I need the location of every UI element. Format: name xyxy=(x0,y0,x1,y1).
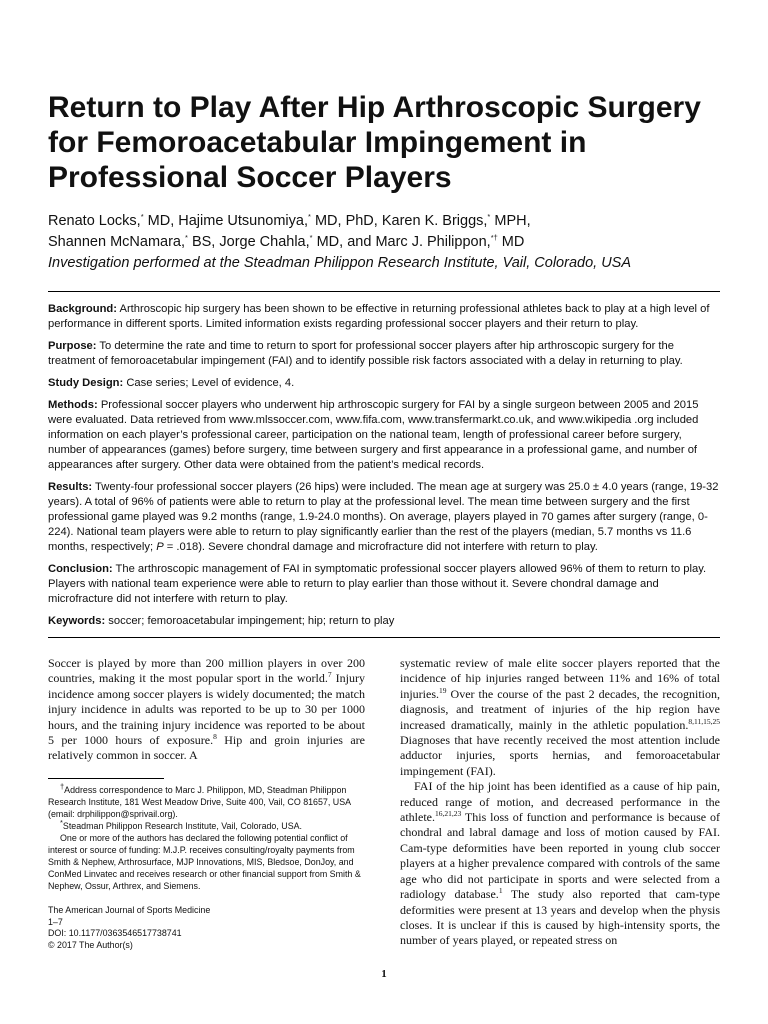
body-paragraph xyxy=(400,656,720,779)
citation-ref: 8 xyxy=(213,732,217,742)
section-text: To determine the rate and time to return to sport for professional soccer players after hip arthroscopic surgery for the treatment of femoroacetabular impingement (FAI) and to identify possible risk factors associated with a delay in returning to play. xyxy=(48,340,683,367)
p-value-symbol: P xyxy=(156,541,164,553)
footnote-text: Steadman Philippon Research Institute, Vail, Colorado, USA. xyxy=(62,821,303,831)
journal-doi: DOI: 10.1177/0363546517738741 xyxy=(48,928,182,938)
author-degree: MPH, xyxy=(490,213,531,229)
body-text: Hip and groin injuries are relatively common in soccer. A xyxy=(48,733,365,763)
section-text: Case series; Level of evidence, 4. xyxy=(123,377,295,389)
abstract-methods xyxy=(48,398,720,473)
body-text: This loss of function and performance is because of chondral and labral damage and loss of motion caused by FAI. Cam-type deformities have been reported in young club soccer players at a higher prevalence compared with controls of the same age who did not participate in sports and were selected from a radiology database. xyxy=(400,810,720,902)
author-line-1 xyxy=(48,211,748,232)
section-label: Conclusion: xyxy=(48,563,113,575)
author-name: Renato Locks, xyxy=(48,213,141,229)
abstract-purpose xyxy=(48,339,720,369)
abstract-keywords xyxy=(48,614,720,629)
page-number: 1 xyxy=(381,968,387,980)
section-label: Background: xyxy=(48,303,117,315)
author-name: Jorge Chahla, xyxy=(219,234,310,250)
body-text: Soccer is played by more than 200 million players in over 200 countries, making it the most popular sport in the world. xyxy=(48,656,365,686)
affiliation-mark: * xyxy=(487,212,491,222)
author-line-2 xyxy=(48,232,748,253)
author-degree: MD, xyxy=(143,213,179,229)
affiliation-mark: *† xyxy=(490,233,498,243)
author-degree: MD, and xyxy=(312,234,376,250)
article-title: Return to Play After Hip Arthroscopic Surgery for Femoroacetabular Impingement in Professional Soccer Players xyxy=(48,91,701,194)
footnote-mark: † xyxy=(60,782,65,792)
footnotes xyxy=(48,784,365,892)
citation-ref: 19 xyxy=(439,685,447,695)
body-text: The study also reported that cam-type deformities were present at 13 years and develop when the physis closes. It is unclear if this is caused by high-intensity sports, the number of years played, or repeated stress on xyxy=(400,887,720,948)
abstract-background xyxy=(48,302,720,332)
affiliation-mark: * xyxy=(309,233,313,243)
journal-pages: 1–7 xyxy=(48,916,63,927)
footnote-correspondence xyxy=(48,784,365,820)
footnote-affiliation xyxy=(48,820,365,832)
affiliation-mark: * xyxy=(308,212,311,222)
footnote-text: Address correspondence to Marc J. Philippon, MD, Steadman Philippon Research Institute, 181 West Meadow Drive, Suite 400, Vail, CO 81657, USA (email: drphilippon@sprivail.org). xyxy=(48,785,351,819)
footnote-divider xyxy=(48,778,164,779)
affiliation: Investigation performed at the Steadman Philippon Research Institute, Vail, Colorado, USA xyxy=(48,255,632,271)
section-text: Twenty-four professional soccer players (26 hips) were included. The mean age at surgery was 25.0 ± 4.0 years (range, 19-32 years). A total of 96% of patients were able to return to play at the professional level. The mean time between surgery and the first professional game played was 9.2 months (range, 1.9-24.0 months). On average, players played in 70 games after surgery (range, 0-224). National team players were able to return to play significantly earlier than the rest of the players (median, 5.7 months vs 11.6 months, respectively; xyxy=(48,481,719,553)
citation-ref: 7 xyxy=(327,670,332,680)
section-label: Keywords: xyxy=(48,615,106,627)
abstract xyxy=(48,291,720,638)
body-column-left xyxy=(48,656,365,764)
journal-name: The American Journal of Sports Medicine xyxy=(48,905,211,915)
citation-ref: 8,11,15,25 xyxy=(688,716,720,726)
author-degree: MD, PhD, xyxy=(310,213,382,229)
author-name: Hajime Utsunomiya, xyxy=(178,213,309,229)
section-text: soccer; femoroacetabular impingement; hip; return to play xyxy=(105,615,395,627)
abstract-conclusion xyxy=(48,562,720,607)
footnote-mark: * xyxy=(60,818,63,828)
citation-ref: 16,21,23 xyxy=(434,809,462,819)
section-text: Professional soccer players who underwent hip arthroscopic surgery for FAI by a single surgeon between 2005 and 2015 were evaluated. Data retrieved from www.mlssoccer.com, www.fifa.com, www.transfermarkt.co.uk, and www.wikipedia .org included information on each player’s professional career, participation on the national team, length of professional career before surgery, number of appearances (games) before surgery, time between surgery and first appearance in a professional game, and number of appearances after surgery. Other data were obtained from the patient’s medical records. xyxy=(48,399,699,471)
author-name: Karen K. Briggs, xyxy=(381,213,488,229)
section-label: Results: xyxy=(48,481,93,493)
footnote-conflict xyxy=(48,832,365,892)
journal-info xyxy=(48,905,365,951)
body-text: Injury incidence among soccer players is widely documented; the match injury incidence in adults was reported to be up to 30 per 1000 hours, and the training injury incidence was reported to be about 5 per 1000 hours of exposure. xyxy=(48,671,365,748)
body-paragraph xyxy=(400,779,720,948)
body-text: Diagnoses that have recently received the most attention include adductor injuries, sports hernias, and femoroacetabular impingement (FAI). xyxy=(400,733,720,778)
author-name: Marc J. Philippon, xyxy=(375,234,491,250)
section-text: Arthroscopic hip surgery has been shown to be effective in returning professional athletes back to play at a high level of performance in different sports. Limited information exists regarding professional soccer players and their return to play. xyxy=(48,303,710,330)
body-text: Over the course of the past 2 decades, the recognition, diagnosis, and treatment of injuries of the hip region have increased dramatically, mainly in the athletic population. xyxy=(400,686,720,732)
journal-copyright: © 2017 The Author(s) xyxy=(48,939,133,950)
section-text: The arthroscopic management of FAI in symptomatic professional soccer players allowed 96% of them to return to play. Players with national team experience were able to return to play earlier than those without it. Severe chondral damage and microfracture did not interfere with return to play. xyxy=(48,563,707,605)
author-name: Shannen McNamara, xyxy=(48,234,186,250)
section-label: Methods: xyxy=(48,399,98,411)
body-column-right xyxy=(400,656,720,949)
citation-ref: 1 xyxy=(498,886,503,896)
author-degree: BS, xyxy=(187,234,220,250)
author-degree: MD xyxy=(497,234,525,250)
author-list xyxy=(48,211,748,253)
section-label: Study Design: xyxy=(48,377,124,389)
abstract-results xyxy=(48,480,720,555)
affiliation-mark: * xyxy=(185,233,188,243)
body-text: FAI of the hip joint has been identified as a cause of hip pain, reduced range of motion, and decreased performance in the athlete. xyxy=(400,779,720,825)
body-text: systematic review of male elite soccer players reported that the incidence of hip injuries ranged between 11% and 16% of total injuries. xyxy=(400,656,720,701)
section-label: Purpose: xyxy=(48,340,97,352)
footnote-text: One or more of the authors has declared the following potential conflict of interest or source of funding: M.J.P. receives consulting/royalty payments from Smith & Nephew, Arthrosurface, MJP Innovations, MIS, Bledsoe, DonJoy, and ConMed Linvatec and receives research or other financial support from Smith & Nephew, Ossur, Arthrex, and Siemens. xyxy=(48,833,361,891)
abstract-study-design xyxy=(48,376,720,391)
section-text: = .018). Severe chondral damage and microfracture did not interfere with return to play. xyxy=(163,541,598,553)
affiliation-mark: * xyxy=(140,212,144,222)
